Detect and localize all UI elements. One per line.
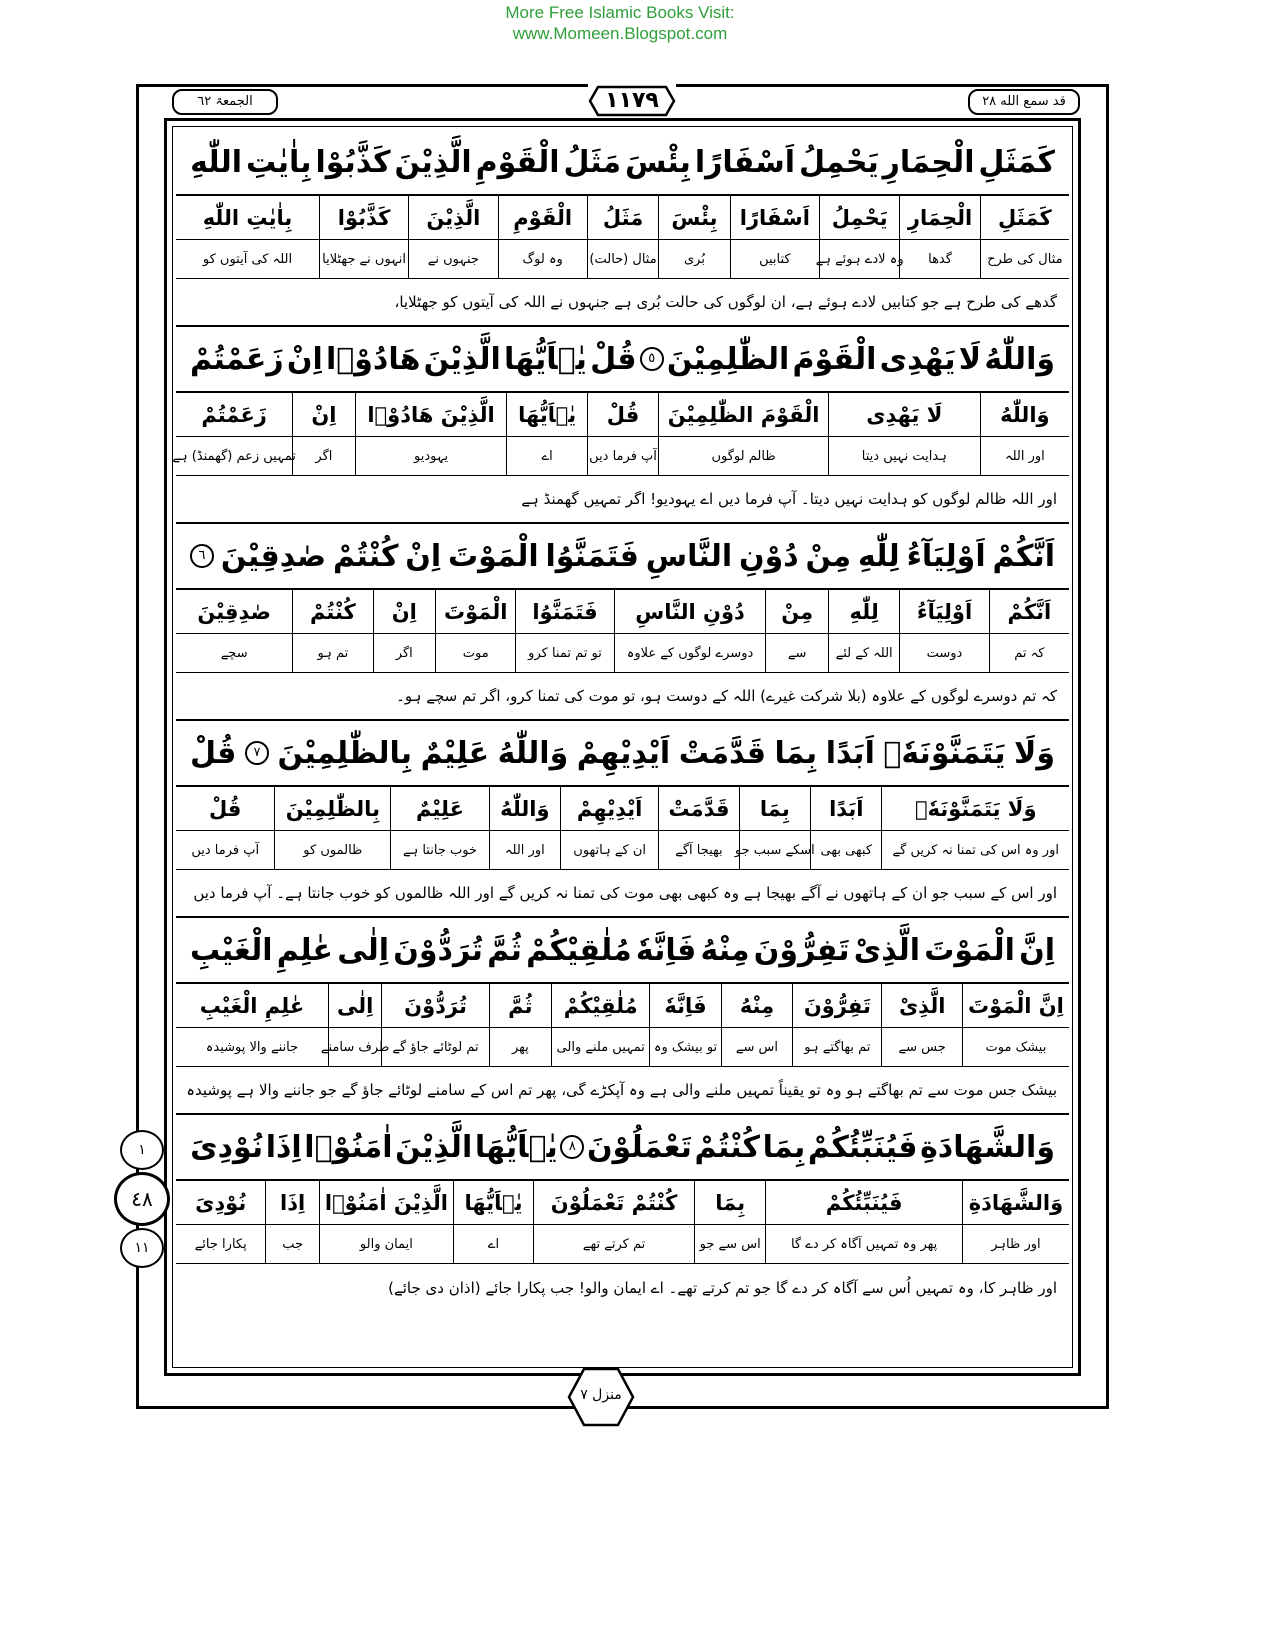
manzil-text: منزل ٧ (580, 1387, 622, 1403)
verse-word: اَسْفَارًا (694, 144, 796, 180)
verse-word: تَعْمَلُوْنَ (586, 1129, 692, 1165)
word-cell: اَنَّكُمْ (989, 590, 1069, 633)
verse-word: اِنْ (405, 538, 442, 574)
meaning-cell: پھر (489, 1028, 552, 1066)
verse-block (172, 327, 1069, 524)
meaning-cell: اسکے سبب جو (739, 831, 810, 869)
meaning-cell: سے (765, 634, 828, 672)
verse-word: وَلَا (1014, 735, 1055, 771)
urdu-translation-line: اور اس کے سبب جو ان کے ہاتھوں نے آگے بھیجا ہے وہ کبھی بھی موت کی تمنا نہ کریں گے اور اللہ ظالموں کو خوب جانتا ہے۔ آپ فرما دیں (176, 870, 1069, 918)
verse-word: اَنَّكُمْ (992, 538, 1055, 574)
word-cell: وَلَا يَتَمَنَّوْنَهٗۤ (881, 787, 1069, 830)
word-row (176, 590, 1069, 634)
verse-word: تَفِرُّوْنَ (753, 932, 850, 968)
meaning-cell: کتابیں (730, 240, 819, 278)
urdu-translation-line: اور ظاہر کا، وہ تمہیں اُس سے آگاہ کر دے گا جو تم کرتے تھے۔ اے ایمان والو! جب پکارا جائے (اذان دی جائے) (388, 1279, 1057, 1297)
verse-block (176, 918, 1069, 1115)
meaning-cell: جاننے والا پوشیدہ (205, 1039, 299, 1055)
meaning-cell: تمہیں ملنے والی (551, 1028, 649, 1066)
meaning-cell: کبھی بھی (810, 831, 881, 869)
word-cell: اَوْلِيَآءُ (899, 590, 988, 633)
meaning-cell: خوب جانتا ہے (390, 831, 488, 869)
verse-word: الَّذِىْ (853, 932, 921, 968)
verse-word: الَّذِيْنَ (423, 341, 501, 377)
word-cell: الْمَوْتَ (435, 590, 515, 633)
meaning-cell: اس سے جو (694, 1225, 765, 1263)
verse-word: نُوْدِىَ (190, 1129, 264, 1165)
meaning-cell: پھر وہ تمہیں آگاہ کر دے گا (765, 1225, 961, 1263)
meaning-cell: گدھا (899, 240, 979, 278)
word-cell: زَعَمْتُمْ (201, 402, 267, 427)
word-cell: الَّذِيْنَ هَادُوْۤا (355, 393, 507, 436)
meaning-cell: اے (506, 437, 586, 475)
word-cell: يَحْمِلُ (819, 196, 899, 239)
verse-word: الْقَوْمَ (792, 341, 877, 377)
word-cell: نُوْدِىَ (195, 1190, 247, 1215)
verse-block (176, 524, 1069, 721)
meaning-row (176, 240, 1069, 279)
word-cell: الْقَوْمَ الظّٰلِمِيْنَ (658, 393, 828, 436)
arabic-verse-line (176, 327, 1069, 393)
meaning-cell: سچے (220, 645, 248, 661)
word-cell: قُلْ (587, 393, 658, 436)
meaning-cell: ظالموں کو (274, 831, 390, 869)
word-cell: بِاٰيٰتِ اللّٰهِ (202, 205, 293, 230)
meaning-cell: ان کے ہاتھوں (560, 831, 658, 869)
meaning-cell: انہوں نے جھٹلایا (319, 240, 408, 278)
word-cell: كُنْتُمْ (292, 590, 372, 633)
word-cell: عَلِيْمٌ (390, 787, 488, 830)
verse-word: اٰمَنُوْۤا (304, 1129, 393, 1165)
meaning-cell: وہ لادے ہوئے ہے (819, 240, 899, 278)
verse-word: الْغَيْبِ (190, 932, 273, 968)
arabic-verse-line (176, 918, 1069, 984)
verse-word: هَادُوْۤا (325, 341, 421, 377)
verse-word: مَثَلُ (563, 144, 622, 180)
word-cell: الَّذِىْ (881, 984, 961, 1027)
word-cell: اَسْفَارًا (730, 196, 819, 239)
verse-word: وَاللّٰهُ (497, 735, 569, 771)
verse-word: الَّذِيْنَ (395, 1129, 473, 1165)
meaning-cell: ہدایت نہیں دیتا (828, 437, 980, 475)
promo-line-1: More Free Islamic Books Visit: (505, 3, 735, 22)
verse-word: تُرَدُّوْنَ (393, 932, 483, 968)
word-cell: اِنْ (373, 590, 436, 633)
word-cell: يٰۤاَيُّهَا (453, 1181, 533, 1224)
verse-word: بِمَا (774, 735, 818, 771)
word-cell: اِنَّ الْمَوْتَ (962, 984, 1069, 1027)
page-content (172, 130, 1069, 1364)
verse-word: اِنْ (286, 341, 323, 377)
verse-word: كَذَّبُوْا (315, 144, 391, 180)
meaning-cell: ظالم لوگوں (658, 437, 828, 475)
arabic-verse-line (176, 524, 1069, 590)
word-cell: فَتَمَنَّوُا (515, 590, 613, 633)
urdu-translation-line: گدھے کی طرح ہے جو کتابیں لادے ہوئے ہے، ان لوگوں کی حالت بُری ہے جنہوں نے اللہ کی آیتوں کو جھٹلایا، (176, 279, 1069, 327)
meaning-cell: مثال کی طرح (980, 240, 1069, 278)
word-row (176, 984, 1069, 1028)
manzil-badge (566, 1366, 636, 1428)
meaning-row (172, 437, 1069, 476)
meaning-cell: اللہ کے لئے (828, 634, 899, 672)
word-cell: بِئْسَ (658, 196, 729, 239)
verse-word: اِلٰى (337, 932, 390, 968)
promo-link[interactable]: www.Momeen.Blogspot.com (512, 24, 728, 43)
verse-word: اِنَّ (1019, 932, 1055, 968)
verse-word: الَّذِيْنَ (394, 144, 472, 180)
word-cell: تُرَدُّوْنَ (381, 984, 488, 1027)
verse-word: يٰۤاَيُّهَا (503, 341, 587, 377)
word-cell: كَمَثَلِ (980, 196, 1069, 239)
arabic-verse-line (176, 130, 1069, 196)
word-cell: بِمَا (739, 787, 810, 830)
verse-word: كُنْتُمْ (332, 538, 399, 574)
word-row (176, 787, 1069, 831)
meaning-cell: اور اللہ (489, 831, 560, 869)
word-cell: مِنْ (765, 590, 828, 633)
word-cell: كَذَّبُوْا (319, 196, 408, 239)
verse-word: عَلِيْمٌ (420, 735, 490, 771)
meaning-cell: بھیجا آگے (658, 831, 738, 869)
meaning-cell: دوسرے لوگوں کے علاوہ (614, 634, 766, 672)
word-cell: اِنْ (292, 393, 355, 436)
meaning-cell: اگر (373, 634, 436, 672)
verse-word: الْقَوْمِ (475, 144, 560, 180)
word-cell: فَيُنَبِّئُكُمْ (765, 1181, 961, 1224)
meaning-row (176, 634, 1069, 673)
word-row (176, 196, 1069, 240)
word-cell: فَاِنَّهٗ (649, 984, 720, 1027)
word-cell: مَثَلُ (587, 196, 658, 239)
verse-word: فَيُنَبِّئُكُمْ (807, 1129, 918, 1165)
word-cell: مِنْهُ (721, 984, 792, 1027)
verse-word: يَتَمَنَّوْنَهٗۤ (883, 735, 1006, 771)
word-cell: اِلٰى (328, 984, 382, 1027)
word-cell: يٰۤاَيُّهَا (506, 393, 586, 436)
verse-word: الْحِمَارِ (882, 144, 975, 180)
verse-word: مِنْهُ (700, 932, 750, 968)
meaning-cell: جب (265, 1225, 319, 1263)
verse-block (176, 130, 1069, 327)
verse-word: اللّٰهِ (190, 144, 243, 180)
verse-word: النَّاسِ (645, 538, 733, 574)
ruku-number-mark: ٤٨ (114, 1172, 170, 1226)
meaning-cell: تو تم تمنا کرو (515, 634, 613, 672)
promo-banner (0, 2, 1240, 44)
verse-word: قُلْ (190, 735, 237, 771)
verse-word: بِئْسَ (624, 144, 691, 180)
meaning-cell: بُری (658, 240, 729, 278)
verse-word: مِنْ (805, 538, 852, 574)
word-cell: لَا يَهْدِى (828, 393, 980, 436)
meaning-cell: یہودیو (355, 437, 507, 475)
meaning-cell: کہ تم (989, 634, 1069, 672)
meaning-cell: اللہ کی آیتوں کو (202, 251, 293, 267)
meaning-row (176, 1225, 1069, 1264)
meaning-cell: موت (435, 634, 515, 672)
meaning-cell: وہ لوگ (498, 240, 587, 278)
verse-word: فَتَمَنَّوُا (545, 538, 639, 574)
verse-word: يَهْدِى (879, 341, 956, 377)
verse-word: اَبَدًا (825, 735, 875, 771)
verse-word: لَا (958, 341, 982, 377)
word-cell: كُنْتُمْ تَعْمَلُوْنَ (533, 1181, 694, 1224)
word-cell: قُلْ (208, 796, 242, 821)
verse-block (176, 1115, 1069, 1312)
word-cell: اَيْدِيْهِمْ (560, 787, 658, 830)
word-cell: الْقَوْمِ (498, 196, 587, 239)
meaning-cell: دوست (899, 634, 988, 672)
word-cell: صٰدِقِيْنَ (197, 599, 271, 624)
word-cell: تَفِرُّوْنَ (792, 984, 881, 1027)
word-cell: دُوْنِ النَّاسِ (614, 590, 766, 633)
verse-word: يٰۤاَيُّهَا (474, 1129, 558, 1165)
verse-word: الْمَوْتَ (924, 932, 1015, 968)
meaning-cell: پکارا جائے (194, 1236, 247, 1252)
verse-word: بِاٰيٰتِ (245, 144, 312, 180)
meaning-cell: تم کرتے تھے (533, 1225, 694, 1263)
verse-word: وَاللّٰهُ (984, 341, 1055, 377)
arabic-verse-line (176, 1115, 1069, 1181)
ayah-number-mark: ٥ (640, 347, 664, 371)
verse-word: يَحْمِلُ (798, 144, 879, 180)
verse-word: مُلٰقِيْكُمْ (526, 932, 632, 968)
verse-word: بِمَا (762, 1129, 806, 1165)
verse-word: ثُمَّ (487, 932, 522, 968)
arabic-verse-line (176, 721, 1069, 787)
verse-word: صٰدِقِيْنَ (220, 538, 327, 574)
verse-block (176, 721, 1069, 918)
word-cell: قَدَّمَتْ (658, 787, 738, 830)
word-cell: الْحِمَارِ (899, 196, 979, 239)
meaning-cell: جس سے (881, 1028, 961, 1066)
ayah-number-mark: ٨ (560, 1135, 584, 1159)
verse-word: قُلْ (590, 341, 637, 377)
verse-word: اَيْدِيْهِمْ (576, 735, 671, 771)
word-cell: وَالشَّهَادَةِ (962, 1181, 1069, 1224)
word-row (176, 1181, 1069, 1225)
word-cell: بِالظّٰلِمِيْنَ (274, 787, 390, 830)
word-cell: اَبَدًا (810, 787, 881, 830)
verse-word: اِذَا (265, 1129, 302, 1165)
word-cell: ثُمَّ (489, 984, 552, 1027)
verse-word: كَمَثَلِ (978, 144, 1055, 180)
meaning-cell: ایمان والو (319, 1225, 453, 1263)
meaning-cell: طرف سامنے (328, 1028, 382, 1066)
surah-label: الجمعۃ ٦٢ (172, 89, 278, 115)
meaning-cell: اور ظاہر (962, 1225, 1069, 1263)
word-row (176, 393, 1069, 437)
urdu-translation-line: کہ تم دوسرے لوگوں کے علاوہ (بلا شرکت غیرے) اللہ کے دوست ہو، تو موت کی تمنا کرو، اگر تم سچے ہو۔ (176, 673, 1069, 721)
meaning-cell: تم لوٹائے جاؤ گے (381, 1028, 488, 1066)
urdu-translation-line: بیشک جس موت سے تم بھاگتے ہو وہ تو یقیناً تمہیں ملنے والی ہے وہ آپکڑے گی، پھر تم اس کے سامنے لوٹائے جاؤ گے جو جاننے والا ہے پوشیدہ (176, 1067, 1069, 1115)
meaning-row (176, 831, 1069, 870)
meaning-cell: مثال (حالت) (587, 240, 658, 278)
meaning-cell: تم بھاگتے ہو (792, 1028, 881, 1066)
verse-word: وَالشَّهَادَةِ (920, 1129, 1055, 1165)
word-cell: وَاللّٰهُ (980, 393, 1069, 436)
meaning-cell: اور اللہ (980, 437, 1069, 475)
ayah-number-mark: ٧ (245, 741, 269, 765)
meaning-cell: اگر (292, 437, 355, 475)
meaning-row (176, 1028, 1069, 1067)
juz-label: قد سمع الله ٢٨ (968, 89, 1080, 115)
verse-word: بِالظّٰلِمِيْنَ (277, 735, 413, 771)
word-cell: الَّذِيْنَ (408, 196, 497, 239)
page-number (588, 84, 676, 118)
ayah-number-mark: ٦ (190, 544, 214, 568)
word-cell: اِذَا (265, 1181, 319, 1224)
verse-word: الظّٰلِمِيْنَ (666, 341, 790, 377)
meaning-cell: اور وہ اس کی تمنا نہ کریں گے (881, 831, 1069, 869)
verse-word: لِلّٰهِ (857, 538, 900, 574)
verse-word: قَدَّمَتْ (678, 735, 767, 771)
word-cell: مُلٰقِيْكُمْ (551, 984, 649, 1027)
ruku-top-mark: ١ (120, 1130, 164, 1170)
meaning-cell: بیشک موت (962, 1028, 1069, 1066)
verse-word: زَعَمْتُمْ (190, 341, 284, 377)
word-cell: لِلّٰهِ (828, 590, 899, 633)
verse-word: دُوْنِ (739, 538, 799, 574)
word-cell: وَاللّٰهُ (489, 787, 560, 830)
meaning-cell: آپ فرما دیں (191, 842, 260, 858)
meaning-cell: تمہیں زعم (گھمنڈ) ہے (172, 448, 296, 464)
word-cell: بِمَا (694, 1181, 765, 1224)
page-number-text: ١١٧٩ (605, 88, 659, 113)
meaning-cell: تم ہو (292, 634, 372, 672)
meaning-cell: اے (453, 1225, 533, 1263)
urdu-translation-line: اور اللہ ظالم لوگوں کو ہدایت نہیں دیتا۔ آپ فرما دیں اے یہودیو! اگر تمہیں گھمنڈ ہے (176, 476, 1069, 524)
meaning-cell: جنہوں نے (408, 240, 497, 278)
verse-word: فَاِنَّهٗ (635, 932, 697, 968)
verse-word: اَوْلِيَآءُ (906, 538, 986, 574)
word-cell: عٰلِمِ الْغَيْبِ (199, 993, 305, 1018)
verse-word: كُنْتُمْ (694, 1129, 760, 1165)
meaning-cell: اس سے (721, 1028, 792, 1066)
meaning-cell: تو بیشک وہ (649, 1028, 720, 1066)
ruku-bottom-mark: ١١ (120, 1228, 164, 1268)
verse-word: الْمَوْتَ (448, 538, 539, 574)
verse-word: عٰلِمِ (276, 932, 333, 968)
meaning-cell: آپ فرما دیں (587, 437, 658, 475)
word-cell: الَّذِيْنَ اٰمَنُوْۤا (319, 1181, 453, 1224)
